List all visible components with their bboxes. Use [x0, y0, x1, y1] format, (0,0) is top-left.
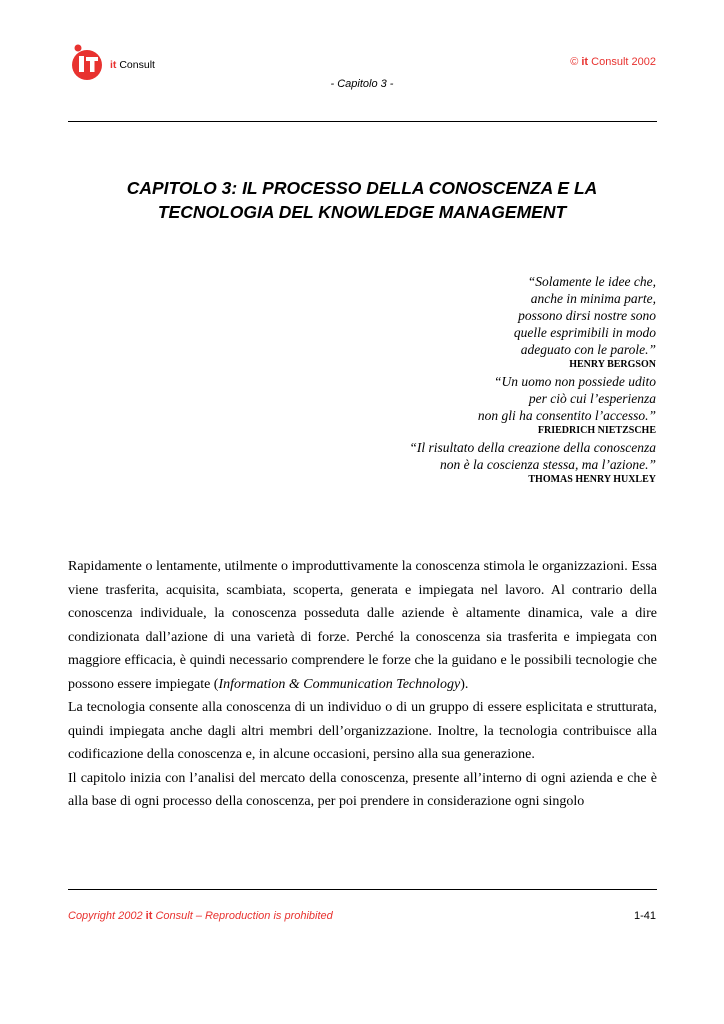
chapter-tag: - Capitolo 3 -: [330, 78, 394, 90]
epigraph-line: anche in minima parte,: [530, 291, 656, 306]
footer-brand: it: [145, 910, 153, 922]
epigraph-nietzsche: [236, 373, 656, 437]
footer-copyright: [68, 910, 333, 922]
it-logo-icon: [70, 43, 110, 83]
footer-copyright-end: Consult – Reproduction is prohibited: [152, 910, 333, 922]
body-text: [68, 555, 657, 814]
epigraph-huxley: [236, 439, 656, 486]
epigraphs: [236, 273, 656, 488]
page-number: 1-41: [633, 910, 656, 922]
footer-copyright-start: Copyright 2002: [68, 910, 146, 922]
footer-divider: [68, 889, 657, 890]
epigraph-line: “Il risultato della creazione della conoscenza: [409, 440, 656, 455]
epigraph-bergson: [236, 273, 656, 371]
paragraph-1-italic: Information & Communication Technology: [218, 676, 461, 692]
logo-wordmark: [110, 59, 155, 71]
paragraph-3: Il capitolo inizia con l’analisi del mercato della conoscenza, presente all’interno di ogni azienda e che è alla base di ogni processo della conoscenza, per poi prendere in considerazione ogni singolo: [68, 770, 657, 809]
epigraph-line: per ciò cui l’esperienza: [528, 391, 656, 406]
header-divider: [68, 121, 657, 122]
it-consult-logo: [70, 43, 170, 83]
copyright-symbol: ©: [570, 56, 579, 68]
paragraph-1-end: ).: [460, 676, 469, 692]
paragraph-1: [68, 555, 657, 696]
chapter-title-line1: CAPITOLO 3: IL PROCESSO DELLA CONOSCENZA E LA: [126, 178, 598, 198]
chapter-title: [60, 176, 664, 224]
epigraph-line: quelle esprimibili in modo: [513, 325, 656, 340]
epigraph-line: “Un uomo non possiede udito: [494, 374, 656, 389]
paragraph-2: La tecnologia consente alla conoscenza di un individuo o di un gruppo di essere esplicitata e strutturata, quindi impiegata anche dagli altri membri dell’organizzazione. Inoltre, la tecnologia contribuisce alla codificazione della conoscenza e, in alcune occasioni, persino alla sua generazione.: [68, 700, 657, 762]
epigraph-author: HENRY BERGSON: [569, 359, 656, 370]
logo-brand-it: it: [110, 59, 117, 71]
epigraph-line: possono dirsi nostre sono: [518, 308, 656, 323]
epigraph-author: FRIEDRICH NIETZSCHE: [537, 425, 656, 436]
header-copyright: [570, 56, 656, 68]
copyright-brand: it: [581, 56, 589, 68]
epigraph-line: non è la coscienza stessa, ma l’azione.”: [440, 457, 656, 472]
epigraph-line: “Solamente le idee che,: [527, 274, 656, 289]
epigraph-line: adeguato con le parole.”: [520, 342, 656, 357]
paragraph-1-text: Rapidamente o lentamente, utilmente o improduttivamente la conoscenza stimola le organizzazioni. Essa viene trasferita, acquisita, scambiata, scoperta, generata e impiegata nel lavoro. Al contrario della conoscenza individuale, la conoscenza posseduta dalle aziende è altamente dinamica, vale a dire condizionata dall’azione di una varietà di forze. Perché la conoscenza sia trasferita e impiegata con maggiore efficacia, è quindi necessario comprendere le forze che la guidano e le possibili tecnologie che possono essere impiegate (: [68, 559, 657, 692]
epigraph-author: THOMAS HENRY HUXLEY: [528, 474, 656, 485]
chapter-title-line2: TECNOLOGIA DEL KNOWLEDGE MANAGEMENT: [157, 202, 567, 222]
epigraph-line: non gli ha consentito l’accesso.”: [477, 408, 656, 423]
copyright-rest: Consult 2002: [588, 56, 656, 68]
logo-brand-rest: Consult: [116, 59, 155, 71]
